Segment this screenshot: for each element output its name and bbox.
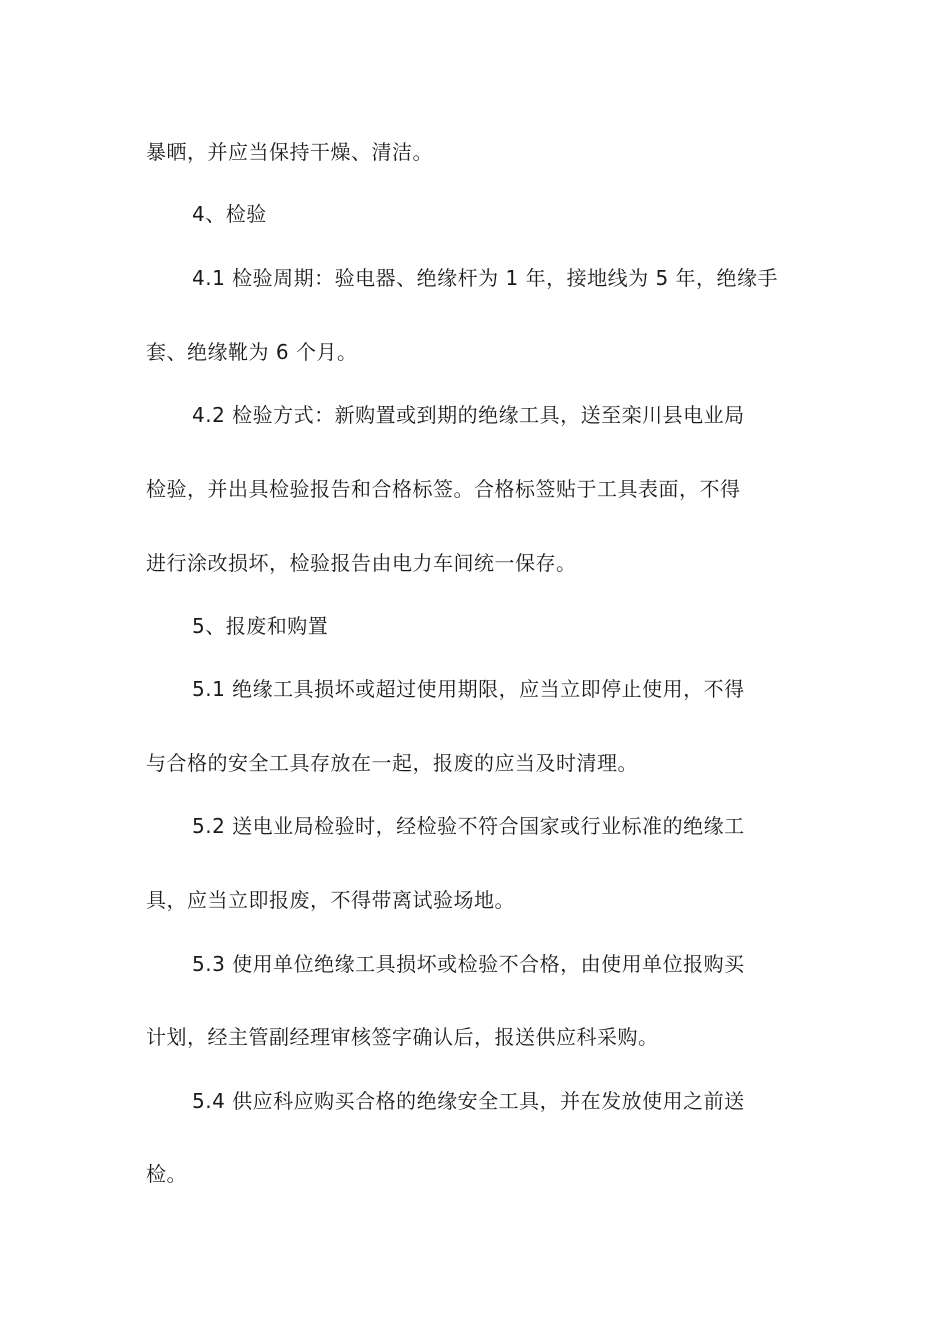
text-line: 4.2 检验方式：新购置或到期的绝缘工具，送至栾川县电业局 <box>192 403 745 427</box>
text-line: 暴晒，并应当保持干燥、清洁。 <box>146 140 433 164</box>
section-heading: 4、检验 <box>192 202 267 226</box>
text-line: 与合格的安全工具存放在一起，报废的应当及时清理。 <box>146 751 638 775</box>
text-line: 套、绝缘靴为 6 个月。 <box>146 340 358 364</box>
text-line: 具，应当立即报废，不得带离试验场地。 <box>146 888 515 912</box>
text-line: 5.2 送电业局检验时，经检验不符合国家或行业标准的绝缘工 <box>192 814 745 838</box>
section-heading: 5、报废和购置 <box>192 614 329 638</box>
text-line: 5.1 绝缘工具损坏或超过使用期限，应当立即停止使用，不得 <box>192 677 745 701</box>
text-line: 5.3 使用单位绝缘工具损坏或检验不合格，由使用单位报购买 <box>192 952 745 976</box>
text-line: 4.1 检验周期：验电器、绝缘杆为 1 年，接地线为 5 年，绝缘手 <box>192 266 779 290</box>
text-line: 检验，并出具检验报告和合格标签。合格标签贴于工具表面，不得 <box>146 477 741 501</box>
text-line: 检。 <box>146 1162 187 1186</box>
text-line: 计划，经主管副经理审核签字确认后，报送供应科采购。 <box>146 1025 659 1049</box>
text-line: 5.4 供应科应购买合格的绝缘安全工具，并在发放使用之前送 <box>192 1089 745 1113</box>
text-line: 进行涂改损坏，检验报告由电力车间统一保存。 <box>146 551 577 575</box>
